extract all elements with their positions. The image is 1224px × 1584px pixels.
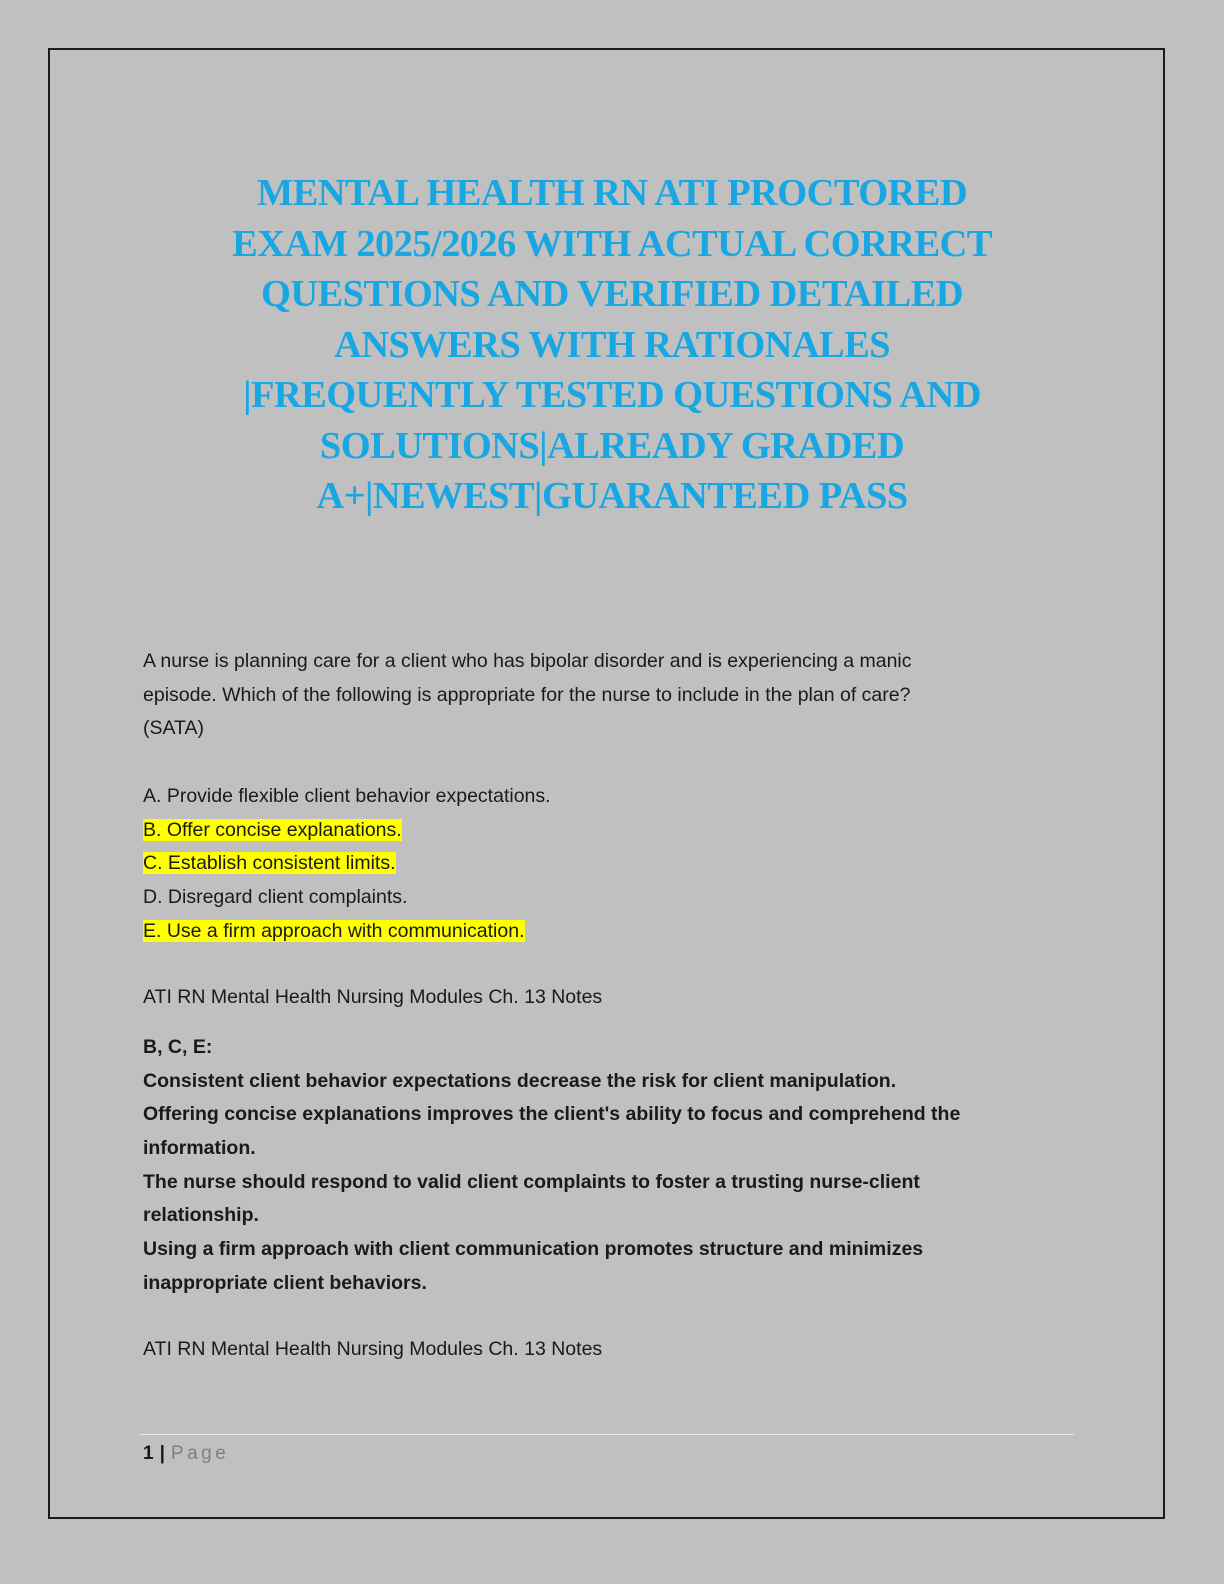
option-text-highlighted: B. Offer concise explanations. <box>143 818 402 841</box>
rationale-line: inappropriate client behaviors. <box>143 1271 427 1294</box>
rationale-line: relationship. <box>143 1204 259 1227</box>
page-label: Page <box>170 1443 230 1464</box>
rationale-line: The nurse should respond to valid client complaints to foster a trusting nurse-client <box>143 1170 920 1193</box>
title-line: |FREQUENTLY TESTED QUESTIONS AND <box>243 374 981 416</box>
option-text-highlighted: C. Establish consistent limits. <box>143 852 396 875</box>
rationale-line: Offering concise explanations improves the client's ability to focus and comprehend the <box>143 1103 961 1126</box>
document-title <box>150 168 1074 522</box>
option-b <box>143 814 1043 848</box>
title-line: EXAM 2025/2026 WITH ACTUAL CORRECT <box>232 222 992 265</box>
reference-text: ATI RN Mental Health Nursing Modules Ch. 13 Notes <box>143 986 603 1008</box>
title-line: A+|NEWEST|GUARANTEED PASS <box>316 475 908 517</box>
footer-divider <box>140 1434 1074 1435</box>
rationale-line: information. <box>143 1137 256 1160</box>
question-stem <box>143 645 1043 746</box>
title-line: SOLUTIONS|ALREADY GRADED <box>319 424 905 467</box>
answer-rationale <box>143 1031 1043 1301</box>
rationale-line: Consistent client behavior expectations decrease the risk for client manipulation. <box>143 1069 897 1092</box>
question-line: episode. Which of the following is appropriate for the nurse to include in the plan of care? <box>143 683 911 706</box>
footer-separator: | <box>159 1443 165 1464</box>
title-line: MENTAL HEALTH RN ATI PROCTORED <box>256 172 968 214</box>
option-a <box>143 780 1043 814</box>
option-c <box>143 847 1043 881</box>
rationale-line: Using a firm approach with client communication promotes structure and minimizes <box>143 1238 924 1261</box>
reference-note <box>143 1333 1043 1367</box>
option-d <box>143 881 1043 915</box>
option-text: D. Disregard client complaints. <box>143 886 408 909</box>
title-line: QUESTIONS AND VERIFIED DETAILED <box>260 273 964 315</box>
option-text: A. Provide flexible client behavior expectations. <box>143 785 551 807</box>
question-line: (SATA) <box>143 717 205 740</box>
reference-text: ATI RN Mental Health Nursing Modules Ch. 13 Notes <box>143 1338 603 1360</box>
option-e <box>143 915 1043 949</box>
question-line: A nurse is planning care for a client who has bipolar disorder and is experiencing a manic <box>143 650 912 672</box>
option-text-highlighted: E. Use a firm approach with communication. <box>143 919 525 942</box>
reference-note <box>143 981 1043 1015</box>
answer-options <box>143 780 1043 948</box>
page-footer <box>143 1440 229 1468</box>
rationale-line: B, C, E: <box>143 1036 213 1058</box>
page-number: 1 <box>143 1443 154 1464</box>
title-line: ANSWERS WITH RATIONALES <box>333 323 890 366</box>
